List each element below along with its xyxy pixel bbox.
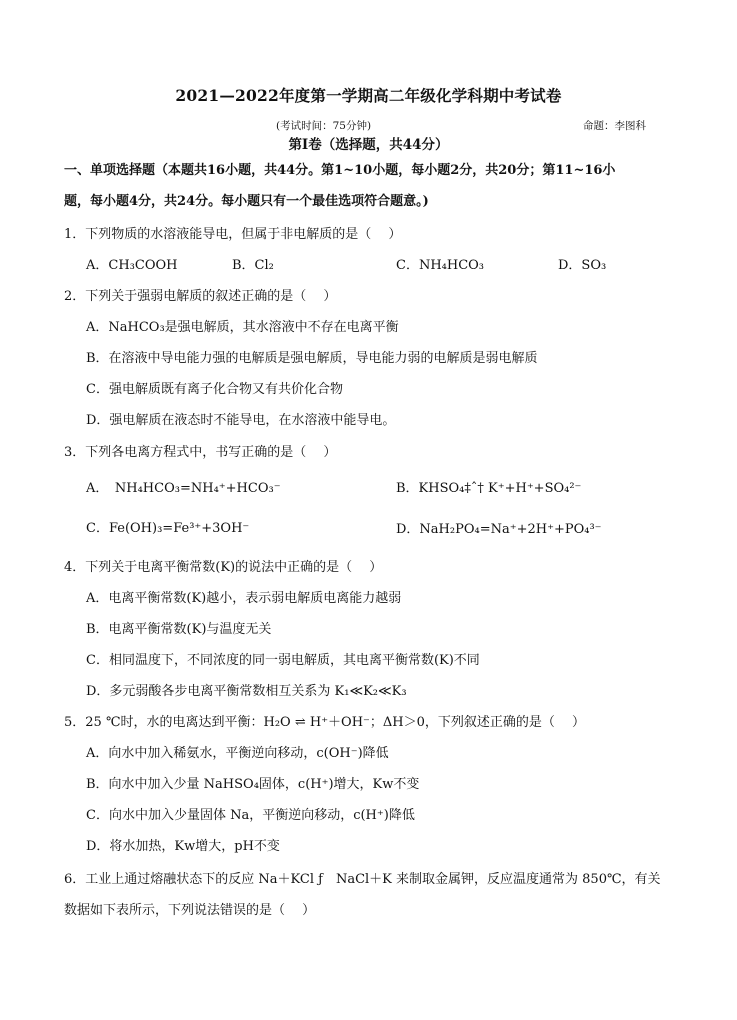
question-3-option-d: D．NaH₂PO₄=Na⁺+2H⁺+PO₄³⁻ bbox=[396, 522, 602, 537]
question-1-option-d: D．SO₃ bbox=[558, 258, 607, 273]
exam-time: (考试时间：75分钟) bbox=[276, 120, 372, 132]
question-4-stem: 4．下列关于电离平衡常数(K)的说法中正确的是（ ） bbox=[64, 560, 383, 575]
question-2-option-c: C．强电解质既有离子化合物又有共价化合物 bbox=[86, 382, 343, 397]
question-5-option-b: B．向水中加入少量 NaHSO₄固体，c(H⁺)增大，Kw不变 bbox=[86, 777, 420, 792]
question-6-stem-line2: 数据如下表所示，下列说法错误的是（ ） bbox=[64, 903, 316, 918]
exam-title: 2021—2022年度第一学期高二年级化学科期中考试卷 bbox=[175, 86, 562, 105]
question-5-option-a: A．向水中加入稀氨水，平衡逆向移动，c(OH⁻)降低 bbox=[86, 746, 389, 761]
question-5-option-c: C．向水中加入少量固体 Na，平衡逆向移动，c(H⁺)降低 bbox=[86, 808, 415, 823]
part-title: 第Ⅰ卷（选择题，共44分） bbox=[288, 137, 449, 153]
question-2-stem: 2．下列关于强弱电解质的叙述正确的是（ ） bbox=[64, 289, 337, 304]
question-5-stem: 5．25 ℃时，水的电离达到平衡：H₂O ⇌ H⁺＋OH⁻；ΔH＞0，下列叙述正确的是（ ） bbox=[64, 715, 586, 730]
question-2-option-b: B．在溶液中导电能力强的电解质是强电解质，导电能力弱的电解质是弱电解质 bbox=[86, 351, 538, 366]
question-4-option-a: A．电离平衡常数(K)越小，表示弱电解质电离能力越弱 bbox=[86, 591, 402, 606]
section-instruction-line2: 题，每小题4分，共24分。每小题只有一个最佳选项符合题意。) bbox=[64, 194, 429, 209]
question-3-option-c: C．Fe(OH)₃=Fe³⁺+3OH⁻ bbox=[86, 521, 250, 536]
question-1-stem: 1．下列物质的水溶液能导电，但属于非电解质的是（ ） bbox=[64, 227, 402, 242]
question-2-option-a: A．NaHCO₃是强电解质，其水溶液中不存在电离平衡 bbox=[86, 320, 399, 335]
question-1-option-b: B．Cl₂ bbox=[232, 258, 274, 273]
question-1-option-c: C．NH₄HCO₃ bbox=[396, 258, 485, 273]
question-2-option-d: D．强电解质在液态时不能导电，在水溶液中能导电。 bbox=[86, 413, 396, 428]
question-5-option-d: D．将水加热，Kw增大，pH不变 bbox=[86, 839, 280, 854]
question-4-option-d: D．多元弱酸各步电离平衡常数相互关系为 K₁≪K₂≪K₃ bbox=[86, 684, 407, 699]
question-3-stem: 3．下列各电离方程式中，书写正确的是（ ） bbox=[64, 445, 337, 460]
question-3-option-a: A． NH₄HCO₃=NH₄⁺+HCO₃⁻ bbox=[86, 481, 281, 496]
exam-author: 命题：李图科 bbox=[583, 120, 646, 132]
section-instruction-line1: 一、单项选择题（本题共16小题，共44分。第1~10小题，每小题2分，共20分；第11~16小 bbox=[64, 163, 616, 178]
question-4-option-c: C．相同温度下，不同浓度的同一弱电解质，其电离平衡常数(K)不同 bbox=[86, 653, 480, 668]
question-3-option-b: B．KHSO₄‡ˆ† K⁺+H⁺+SO₄²⁻ bbox=[396, 481, 582, 496]
question-6-stem-line1: 6．工业上通过熔融状态下的反应 Na＋KCl ƒ NaCl＋K 来制取金属钾，反应温度通常为 850℃，有关 bbox=[64, 872, 661, 887]
question-4-option-b: B．电离平衡常数(K)与温度无关 bbox=[86, 622, 272, 637]
question-1-option-a: A．CH₃COOH bbox=[86, 258, 178, 273]
